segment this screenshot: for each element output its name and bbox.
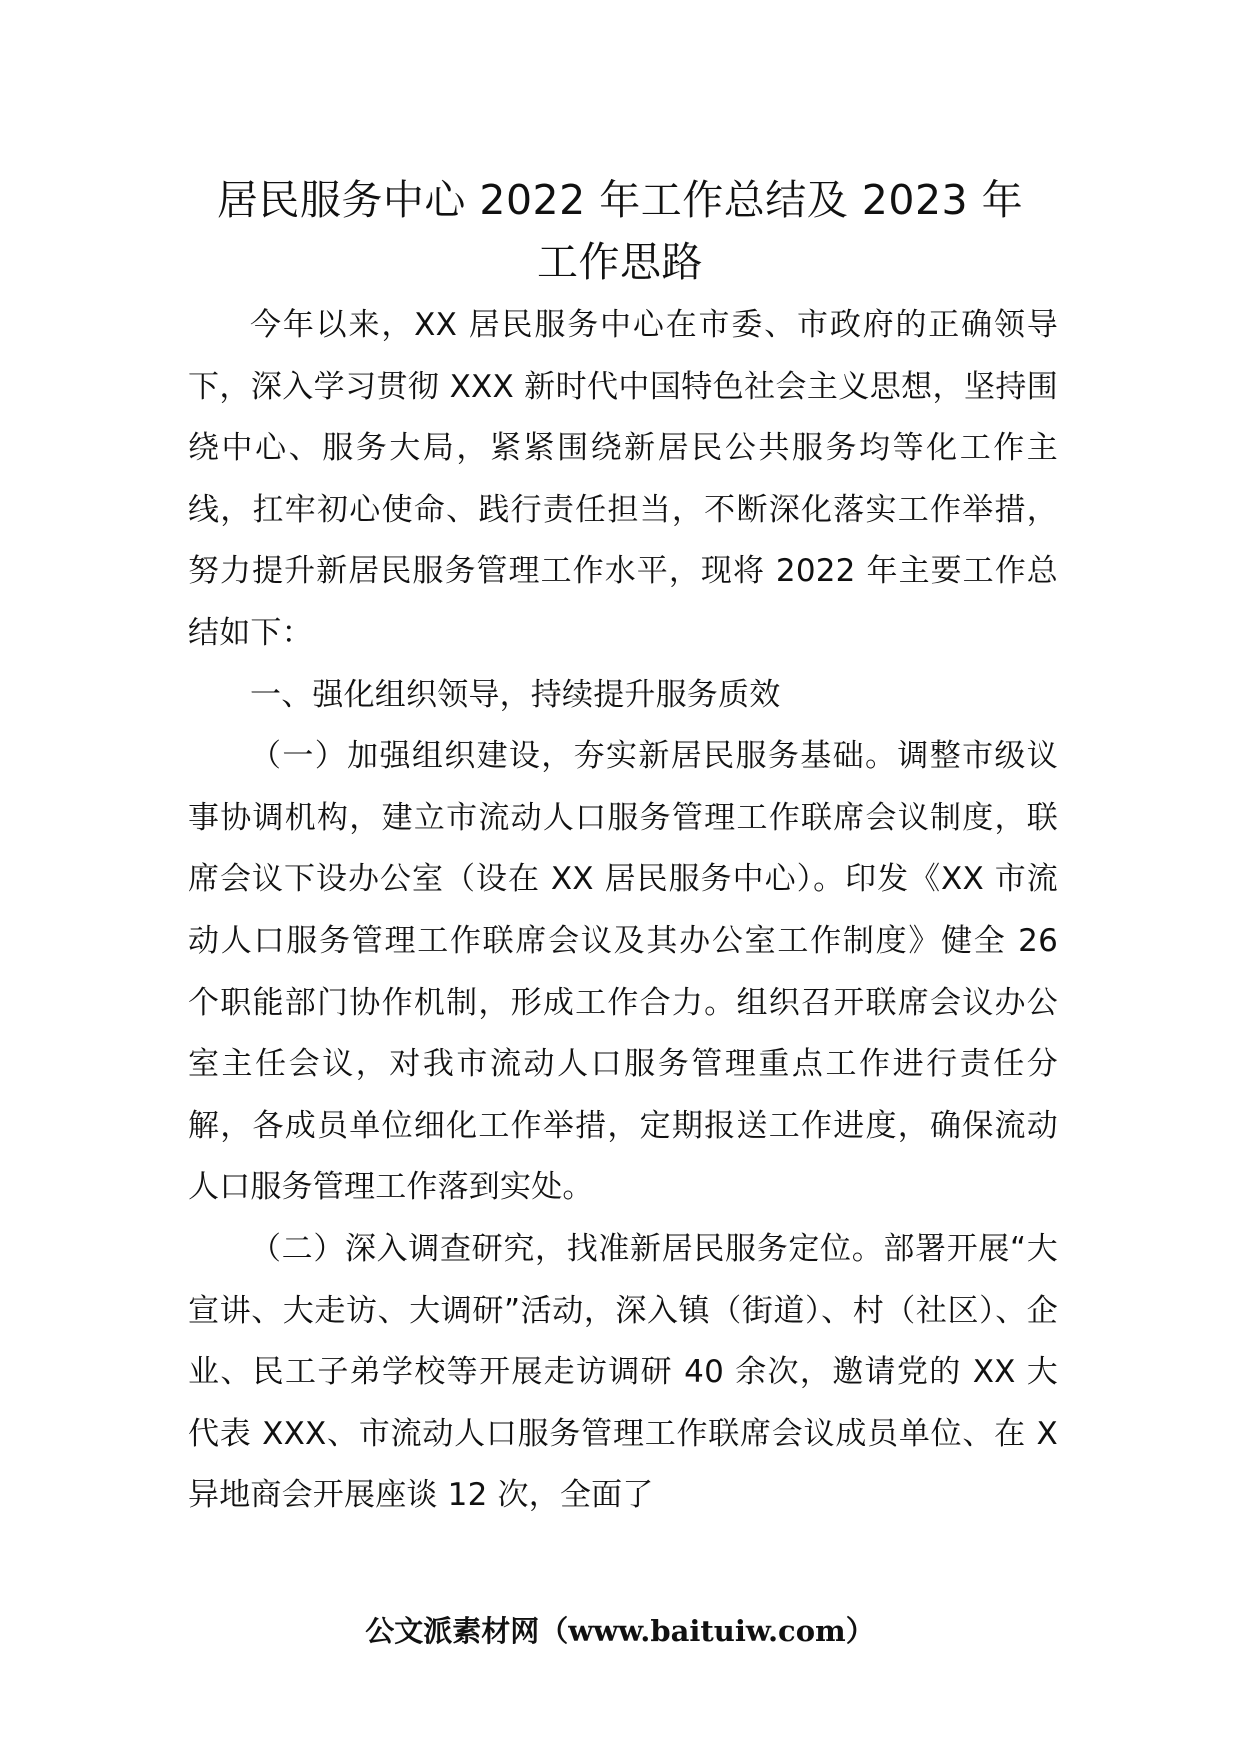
document-body [188, 295, 1058, 1527]
document-title-line-2: 工作思路 [537, 238, 703, 286]
intro-paragraph: 今年以来，XX 居民服务中心在市委、市政府的正确领导下，深入学习贯彻 XXX 新时代中国特色社会主义思想，坚持围绕中心、服务大局，紧紧围绕新居民公共服务均等化工作主线，扛牢初心使命、践行责任担当，不断深化落实工作举措，努力提升新居民服务管理工作水平，现将 2022 年主要工作总结如下： [188, 307, 1058, 651]
subsection-paragraph-2: （二）深入调查研究，找准新居民服务定位。部署开展“大宣讲、大走访、大调研”活动，深入镇（街道）、村（社区）、企业、民工子弟学校等开展走访调研 40 余次，邀请党的 XX 大代表 XXX、市流动人口服务管理工作联席会议成员单位、在 X 异地商会开展座谈 12 次，全面了 [188, 1230, 1058, 1514]
subsection-paragraph-1: （一）加强组织建设，夯实新居民服务基础。调整市级议事协调机构，建立市流动人口服务管理工作联席会议制度，联席会议下设办公室（设在 XX 居民服务中心）。印发《XX 市流动人口服务管理工作联席会议及其办公室工作制度》健全 26 个职能部门协作机制，形成工作合力。组织召开联席会议办公室主任会议，对我市流动人口服务管理重点工作进行责任分解，各成员单位细化工作举措，定期报送工作进度，确保流动人口服务管理工作落到实处。 [188, 738, 1058, 1206]
section-heading-1: 一、强化组织领导，持续提升服务质效 [250, 676, 781, 713]
footer-watermark: 公文派素材网（www.baituiw.com） [365, 1614, 875, 1648]
document-title-line-1: 居民服务中心 2022 年工作总结及 2023 年 [216, 176, 1024, 224]
